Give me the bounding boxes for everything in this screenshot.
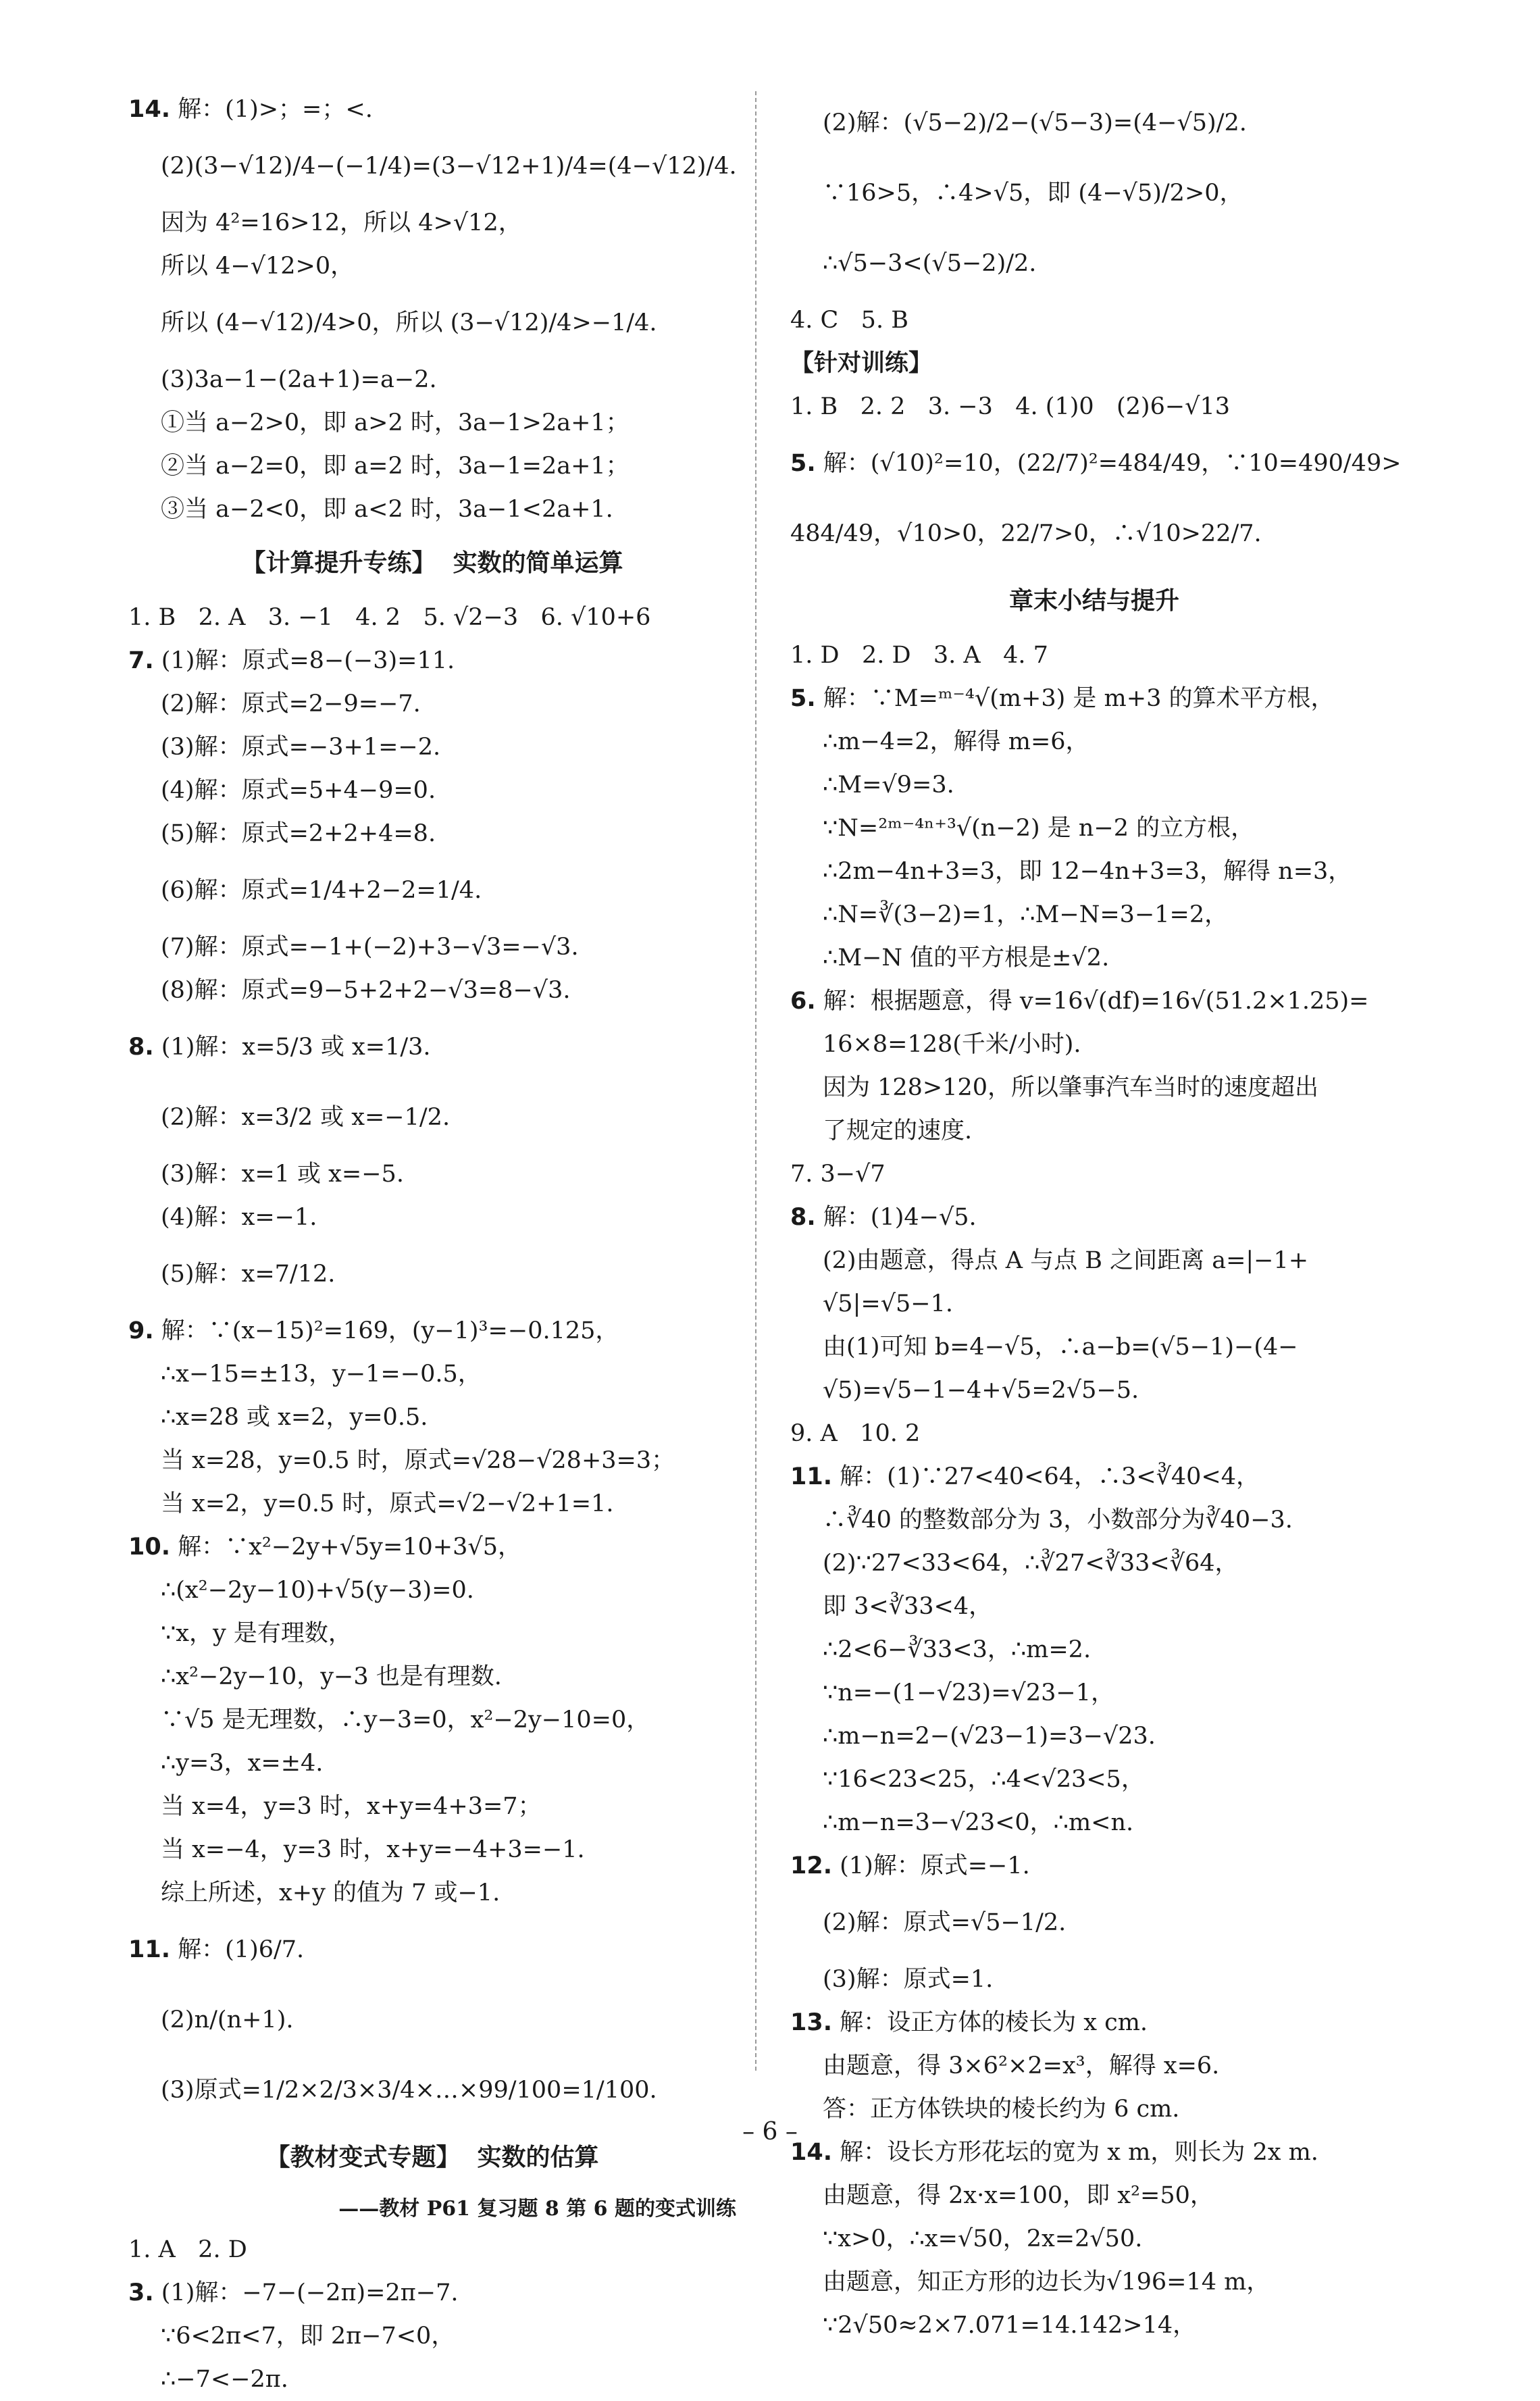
- answer-line: [128, 2271, 736, 2315]
- answer-text: ∴2m−4n+3=3，即 12−4n+3=3，解得 n=3，: [823, 858, 1352, 885]
- answer-text: ∵2√50≈2×7.071=14.142>14，: [823, 2312, 1197, 2339]
- answer-line: [128, 1525, 736, 1569]
- answer-line: [128, 401, 736, 445]
- answer-text: ∴x=28 或 x=2，y=0.5.: [161, 1404, 428, 1431]
- answer-text: 解：设长方形花坛的宽为 x m，则长为 2x m.: [832, 2139, 1318, 2166]
- answer-line: [790, 677, 1398, 720]
- answer-line: [128, 1698, 736, 1742]
- answer-text: (2)解：原式=√5−1/2.: [823, 1909, 1067, 1936]
- answer-text: (2)n/(n+1).: [161, 2006, 294, 2033]
- answer-text: √5)=√5−1−4+√5=2√5−5.: [823, 1377, 1139, 1404]
- answer-line: [128, 1828, 736, 1871]
- answer-text: (2)解：原式=2−9=−7.: [161, 690, 421, 717]
- answer-text: 4. C 5. B: [790, 307, 908, 334]
- question-number: 11.: [128, 1936, 171, 1963]
- answer-text: 【针对训练】: [790, 350, 933, 377]
- answer-text: 由(1)可知 b=4−√5，∴a−b=(√5−1)−(4−: [823, 1334, 1298, 1361]
- answer-text: (4)解：x=−1.: [161, 1204, 317, 1231]
- answer-text: ∵16<23<25，∴4<√23<5，: [823, 1766, 1145, 1793]
- answer-text: 答：正方体铁块的棱长约为 6 cm.: [823, 2096, 1180, 2123]
- answer-text: ∵√5 是无理数，∴y−3=0，x²−2y−10=0，: [161, 1707, 650, 1734]
- answer-text: (3)原式=1/2×2/3×3/4×…×99/100=1/100.: [161, 2077, 657, 2104]
- answer-text: (2)由题意，得点 A 与点 B 之间距离 a=|−1+: [823, 1247, 1309, 1274]
- answer-line: [128, 1439, 736, 1482]
- answer-line: [128, 1396, 736, 1439]
- answer-text: 所以 (4−√12)/4>0，所以 (3−√12)/4>−1/4.: [161, 309, 657, 336]
- answer-line: [128, 1353, 736, 1396]
- column-divider: [755, 91, 756, 2071]
- answer-text: 解：(1)6/7.: [170, 1936, 305, 1963]
- answer-text: ∴x²−2y−10，y−3 也是有理数.: [161, 1663, 502, 1690]
- answer-line: [790, 1498, 1398, 1542]
- answer-line: [790, 1325, 1398, 1369]
- answer-line: [790, 807, 1398, 850]
- answer-line: [128, 488, 736, 531]
- answer-line: [128, 1482, 736, 1525]
- answer-text: 解：∵M=ᵐ⁻⁴√(m+3) 是 m+3 的算术平方根，: [815, 685, 1335, 712]
- answer-line: [790, 893, 1398, 936]
- answer-text: ∴√5−3<(√5−2)/2.: [823, 250, 1037, 277]
- answer-text: 484/49，√10>0，22/7>0，∴√10>22/7.: [790, 520, 1262, 547]
- answer-line: [790, 2044, 1398, 2088]
- answer-line: [790, 1369, 1398, 1412]
- answer-text: ①当 a−2>0，即 a>2 时，3a−1>2a+1；: [161, 409, 630, 436]
- answer-line: [128, 1742, 736, 1785]
- section-tag: [790, 342, 1398, 385]
- answer-line: [128, 1785, 736, 1828]
- answer-line: [790, 634, 1398, 677]
- answer-text: 解：根据题意，得 v=16√(df)=16√(51.2×1.25)=: [815, 988, 1369, 1015]
- answer-line: [790, 1066, 1398, 1109]
- answer-line: [128, 2055, 736, 2125]
- answer-line: [128, 288, 736, 358]
- answer-text: ∴M−N 值的平方根是±√2.: [823, 944, 1110, 971]
- answer-text: ——教材 P61 复习题 8 第 6 题的变式训练: [338, 2197, 736, 2221]
- answer-text: 解：(√10)²=10，(22/7)²=484/49，∵10=490/49>: [815, 450, 1402, 477]
- question-number: 13.: [790, 2009, 833, 2036]
- answer-text: ∴m−n=3−√23<0，∴m<n.: [823, 1809, 1134, 1836]
- answer-text: 因为 4²=16>12，所以 4>√12，: [161, 209, 522, 236]
- answer-line: [128, 812, 736, 855]
- answer-text: 当 x=−4，y=3 时，x+y=−4+3=−1.: [161, 1836, 585, 1863]
- answer-text: 7. 3−√7: [790, 1161, 886, 1188]
- answer-line: [790, 1239, 1398, 1282]
- answer-text: ∴N=∛(3−2)=1，∴M−N=3−1=2，: [823, 901, 1229, 928]
- answer-line: [790, 1585, 1398, 1628]
- answer-text: 所以 4−√12>0，: [161, 253, 355, 280]
- answer-line: [128, 1012, 736, 1082]
- answer-line: [790, 1196, 1398, 1239]
- answer-line: [128, 88, 736, 131]
- answer-text: (3)解：原式=−3+1=−2.: [161, 734, 441, 761]
- answer-line: [790, 1801, 1398, 1844]
- answer-line: [790, 2217, 1398, 2260]
- answer-text: 【计算提升专练】 实数的简单运算: [241, 549, 623, 577]
- answer-line: [790, 2260, 1398, 2304]
- answer-text: 16×8=128(千米/小时).: [823, 1031, 1081, 1058]
- answer-line: [790, 850, 1398, 893]
- question-number: 3.: [128, 2279, 154, 2306]
- answer-line: [790, 1715, 1398, 1758]
- answer-text: ∴2<6−∛33<3，∴m=2.: [823, 1636, 1092, 1663]
- answer-text: 当 x=4，y=3 时，x+y=4+3=7；: [161, 1793, 542, 1820]
- question-number: 5.: [790, 450, 816, 477]
- answer-text: 由题意，知正方形的边长为√196=14 m，: [823, 2269, 1270, 2296]
- answer-line: [790, 1758, 1398, 1801]
- answer-text: ∴x−15=±13，y−1=−0.5，: [161, 1361, 482, 1388]
- question-number: 10.: [128, 1534, 171, 1561]
- answer-line: [790, 2304, 1398, 2347]
- answer-line: [790, 1542, 1398, 1585]
- answer-text: ∴(x²−2y−10)+√5(y−3)=0.: [161, 1577, 474, 1604]
- answer-text: 解：∵(x−15)²=169，(y−1)³=−0.125，: [153, 1317, 619, 1344]
- answer-line: [128, 1082, 736, 1153]
- answer-line: [790, 1412, 1398, 1455]
- answer-line: [790, 720, 1398, 763]
- answer-text: 即 3<∛33<4，: [823, 1593, 993, 1620]
- answer-line: [128, 1612, 736, 1655]
- answer-text: (4)解：原式=5+4−9=0.: [161, 777, 436, 804]
- answer-text: (2)∵27<33<64，∴∛27<∛33<∛64，: [823, 1550, 1239, 1577]
- question-number: 12.: [790, 1852, 833, 1879]
- answer-text: (6)解：原式=1/4+2−2=1/4.: [161, 877, 482, 904]
- section-heading: [790, 569, 1398, 634]
- answer-text: 1. B 2. A 3. −1 4. 2 5. √2−3 6. √10+6: [128, 604, 651, 631]
- answer-text: 解：设正方体的棱长为 x cm.: [832, 2009, 1148, 2036]
- answer-text: 当 x=28，y=0.5 时，原式=√28−√28+3=3；: [161, 1447, 675, 1474]
- answer-text: 章末小结与提升: [1008, 587, 1179, 615]
- answer-line: [128, 682, 736, 726]
- answer-line: [128, 1239, 736, 1309]
- answer-text: 解：(1)4−√5.: [815, 1204, 977, 1231]
- right-column: [790, 88, 1402, 2347]
- answer-text: ③当 a−2<0，即 a<2 时，3a−1<2a+1.: [161, 496, 613, 523]
- answer-text: ∴y=3，x=±4.: [161, 1750, 324, 1777]
- answer-text: (7)解：原式=−1+(−2)+3−√3=−√3.: [161, 934, 579, 961]
- answer-text: ∴∛40 的整数部分为 3，小数部分为∛40−3.: [823, 1507, 1293, 1534]
- answer-line: [790, 1023, 1398, 1066]
- answer-line: [128, 926, 736, 969]
- answer-text: ∵6<2π<7，即 2π−7<0，: [161, 2323, 455, 2350]
- answer-text: (1)解：−7−(−2π)=2π−7.: [153, 2279, 459, 2306]
- answer-text: ∴m−4=2，解得 m=6，: [823, 728, 1089, 755]
- answer-text: √5|=√5−1.: [823, 1290, 953, 1317]
- answer-line: [128, 1153, 736, 1196]
- answer-line: [790, 980, 1398, 1023]
- answer-line: [128, 358, 736, 401]
- answer-line: [128, 855, 736, 926]
- answer-line: [128, 1196, 736, 1239]
- answer-line: [790, 228, 1398, 299]
- answer-text: ∴m−n=2−(√23−1)=3−√23.: [823, 1723, 1156, 1750]
- answer-line: [128, 639, 736, 682]
- answer-line: [790, 1888, 1398, 1958]
- answer-line: [128, 131, 736, 201]
- answer-line: [128, 1985, 736, 2055]
- answer-line: [128, 1569, 736, 1612]
- question-number: 8.: [790, 1204, 816, 1231]
- answer-text: ∴−7<−2π.: [161, 2366, 288, 2393]
- answer-line: [790, 1282, 1398, 1325]
- answer-line: [790, 1153, 1398, 1196]
- left-column: [128, 88, 736, 2401]
- answer-line: [790, 499, 1398, 569]
- answer-line: [128, 596, 736, 639]
- answer-line: [790, 385, 1398, 428]
- answer-line: [128, 201, 736, 245]
- answer-line: [128, 445, 736, 488]
- answer-text: 解：(1)>；=；<.: [170, 96, 373, 123]
- answer-line: [790, 1109, 1398, 1153]
- answer-text: 1. D 2. D 3. A 4. 7: [790, 642, 1048, 669]
- answer-line: [790, 2174, 1398, 2217]
- answer-text: ∵x>0，∴x=√50，2x=2√50.: [823, 2225, 1143, 2252]
- answer-text: (2)(3−√12)/4−(−1/4)=(3−√12+1)/4=(4−√12)/4.: [161, 153, 737, 180]
- answer-text: (3)解：x=1 或 x=−5.: [161, 1161, 404, 1188]
- answer-text: (8)解：原式=9−5+2+2−√3=8−√3.: [161, 977, 571, 1004]
- question-number: 11.: [790, 1463, 833, 1490]
- page-number: – 6 –: [742, 2118, 798, 2146]
- answer-text: (1)解：原式=8−(−3)=11.: [153, 647, 455, 674]
- answer-text: 由题意，得 2x·x=100，即 x²=50，: [823, 2182, 1214, 2209]
- answer-text: 综上所述，x+y 的值为 7 或−1.: [161, 1879, 500, 1906]
- section-heading: [128, 531, 736, 596]
- answer-line: [128, 245, 736, 288]
- answer-line: [790, 1455, 1398, 1498]
- answer-text: 9. A 10. 2: [790, 1420, 921, 1447]
- answer-text: (2)解：x=3/2 或 x=−1/2.: [161, 1104, 451, 1131]
- question-number: 9.: [128, 1317, 154, 1344]
- answer-text: ∵16>5，∴4>√5，即 (4−√5)/2>0，: [823, 180, 1243, 207]
- answer-line: [790, 428, 1402, 499]
- answer-text: ②当 a−2=0，即 a=2 时，3a−1=2a+1；: [161, 453, 630, 480]
- answer-line: [128, 969, 736, 1012]
- answer-line: [790, 1671, 1398, 1715]
- answer-text: 解：∵x²−2y+√5y=10+3√5，: [170, 1534, 521, 1561]
- question-number: 6.: [790, 988, 816, 1015]
- answer-line: [128, 1871, 736, 1915]
- answer-line: [790, 1844, 1398, 1888]
- answer-text: (3)3a−1−(2a+1)=a−2.: [161, 366, 437, 393]
- answer-text: 因为 128>120，所以肇事汽车当时的速度超出: [823, 1074, 1319, 1101]
- answer-text: ∵x，y 是有理数，: [161, 1620, 352, 1647]
- answer-text: 了规定的速度.: [823, 1117, 973, 1144]
- answer-line: [128, 2358, 736, 2401]
- answer-line: [128, 1655, 736, 1698]
- question-number: 8.: [128, 1034, 154, 1061]
- answer-line: [128, 726, 736, 769]
- question-number: 7.: [128, 647, 154, 674]
- answer-text: (3)解：原式=1.: [823, 1966, 994, 1993]
- answer-line: [128, 769, 736, 812]
- answer-line: [128, 1915, 736, 1985]
- question-number: 5.: [790, 685, 816, 712]
- answer-text: ∵N=²ᵐ⁻⁴ⁿ⁺³√(n−2) 是 n−2 的立方根，: [823, 815, 1255, 842]
- answer-line: [790, 1628, 1398, 1671]
- answer-text: 解：(1)∵27<40<64，∴3<∛40<4，: [832, 1463, 1260, 1490]
- section-subtitle: [128, 2190, 736, 2228]
- answer-line: [790, 158, 1398, 228]
- answer-text: (1)解：x=5/3 或 x=1/3.: [153, 1034, 431, 1061]
- answer-line: [790, 88, 1398, 158]
- question-number: 14.: [128, 96, 171, 123]
- answer-text: ∴M=√9=3.: [823, 772, 954, 799]
- answer-line: [128, 2315, 736, 2358]
- question-number: 14.: [790, 2139, 833, 2166]
- answer-text: 【教材变式专题】 实数的估算: [265, 2144, 599, 2171]
- answer-text: (5)解：原式=2+2+4=8.: [161, 820, 436, 847]
- answer-line: [128, 1309, 736, 1353]
- answer-text: 当 x=2，y=0.5 时，原式=√2−√2+1=1.: [161, 1490, 614, 1517]
- answer-line: [790, 2001, 1398, 2044]
- answer-text: 由题意，得 3×6²×2=x³，解得 x=6.: [823, 2052, 1220, 2079]
- answer-line: [790, 936, 1398, 980]
- answer-text: 1. B 2. 2 3. −3 4. (1)0 (2)6−√13: [790, 393, 1231, 420]
- answer-text: 1. A 2. D: [128, 2236, 247, 2263]
- answer-text: ∵n=−(1−√23)=√23−1，: [823, 1679, 1114, 1707]
- answer-text: (5)解：x=7/12.: [161, 1261, 336, 1288]
- answer-text: (1)解：原式=−1.: [832, 1852, 1030, 1879]
- answer-line: [128, 2228, 736, 2271]
- answer-line: [790, 1958, 1398, 2001]
- answer-line: [790, 763, 1398, 807]
- answer-line: [790, 299, 1398, 342]
- answer-text: (2)解：(√5−2)/2−(√5−3)=(4−√5)/2.: [823, 109, 1247, 136]
